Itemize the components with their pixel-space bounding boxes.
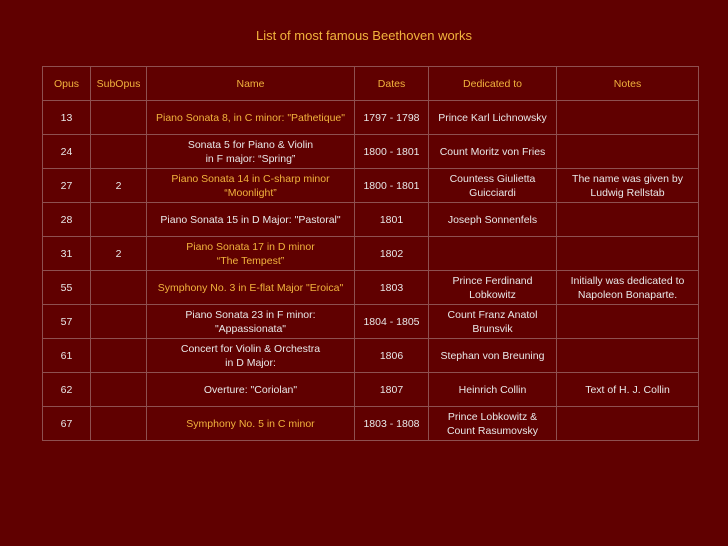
cell-line: Initially was dedicated to [570,274,685,287]
cell-line: Prince Karl Lichnowsky [438,111,547,124]
cell-notes [557,271,699,305]
cell-line: Overture: "Coriolan" [203,383,298,396]
cell-name [147,237,355,271]
cell-line: Countess Giulietta [449,172,536,185]
cell-opus [43,203,91,237]
cell-text: 67 [60,417,73,430]
table-row [43,101,699,135]
cell-line: Piano Sonata 8, in C minor: "Pathetique" [156,111,345,124]
cell-line: "Appassionata" [214,322,287,335]
cell-line: Piano Sonata 17 in D minor [186,240,315,253]
cell-line: “The Tempest” [216,254,285,267]
cell-notes [557,373,699,407]
cell-dates [355,339,429,373]
cell-line: Brunsvik [472,322,513,335]
cell-dedicated [429,135,557,169]
cell-text: 1803 [379,281,404,294]
cell-dates [355,169,429,203]
cell-notes [557,237,699,271]
works-table [42,66,699,441]
table-row [43,373,699,407]
cell-dedicated [429,271,557,305]
cell-opus [43,407,91,441]
cell-text: 13 [60,111,73,124]
works-body [43,101,699,441]
cell-dates [355,135,429,169]
cell-notes [557,101,699,135]
cell-name [147,271,355,305]
cell-dates [355,407,429,441]
cell-dedicated [429,101,557,135]
cell-name [147,407,355,441]
cell-subopus [91,339,147,373]
header-opus: Opus [43,67,91,101]
cell-line: Count Rasumovsky [446,424,539,437]
cell-line: Prince Lobkowitz & [447,410,538,423]
cell-opus [43,101,91,135]
cell-line: Piano Sonata 23 in F minor: [185,308,316,321]
cell-dedicated [429,339,557,373]
cell-line: Joseph Sonnenfels [447,213,538,226]
cell-subopus [91,271,147,305]
cell-opus [43,135,91,169]
cell-opus [43,339,91,373]
cell-line: Lobkowitz [469,288,516,301]
cell-line: Piano Sonata 15 in D Major: "Pastoral" [160,213,341,226]
page-title: List of most famous Beethoven works [255,28,473,43]
cell-text: 1802 [379,247,404,260]
cell-dates [355,271,429,305]
table-row [43,203,699,237]
cell-dates [355,305,429,339]
cell-text: 31 [60,247,73,260]
cell-name [147,169,355,203]
cell-line: in F major: “Spring” [205,152,296,165]
cell-text: 1804 - 1805 [363,315,420,328]
table-row [43,305,699,339]
cell-opus [43,237,91,271]
cell-text: 1800 - 1801 [363,145,420,158]
cell-dates [355,203,429,237]
cell-text: 61 [60,349,73,362]
cell-text: 1803 - 1808 [363,417,420,430]
header-dedicated: Dedicated to [429,67,557,101]
cell-dates [355,101,429,135]
header-row [43,67,699,101]
cell-name [147,373,355,407]
cell-subopus [91,135,147,169]
cell-text: 1801 [379,213,404,226]
header-dates: Dates [355,67,429,101]
cell-text: 1806 [379,349,404,362]
cell-dedicated [429,305,557,339]
table-row [43,271,699,305]
table-row [43,237,699,271]
cell-subopus [91,407,147,441]
cell-opus [43,169,91,203]
cell-notes [557,203,699,237]
cell-subopus [91,305,147,339]
cell-text: 57 [60,315,73,328]
cell-subopus [91,203,147,237]
cell-text: 27 [60,179,73,192]
cell-name [147,135,355,169]
cell-text: 24 [60,145,73,158]
cell-line: Napoleon Bonaparte. [577,288,678,301]
cell-subopus [91,373,147,407]
cell-text: 1797 - 1798 [363,111,420,124]
cell-line: Stephan von Breuning [440,349,545,362]
cell-text: 2 [115,247,122,260]
cell-subopus [91,169,147,203]
cell-dedicated [429,169,557,203]
cell-line: Heinrich Collin [458,383,527,396]
cell-notes [557,305,699,339]
header-name: Name [147,67,355,101]
cell-line: Symphony No. 3 in E-flat Major "Eroica" [157,281,344,294]
cell-opus [43,373,91,407]
cell-line: Ludwig Rellstab [590,186,665,199]
table-row [43,407,699,441]
cell-name [147,203,355,237]
cell-line: Prince Ferdinand [452,274,533,287]
cell-notes [557,339,699,373]
cell-text: 28 [60,213,73,226]
cell-text: 2 [115,179,122,192]
cell-text: 62 [60,383,73,396]
cell-name [147,305,355,339]
cell-text: 55 [60,281,73,294]
cell-subopus [91,101,147,135]
cell-line: The name was given by [572,172,683,185]
cell-text: 1800 - 1801 [363,179,420,192]
cell-line: “Moonlight” [224,186,277,199]
cell-subopus [91,237,147,271]
cell-notes [557,135,699,169]
table-row [43,135,699,169]
cell-dates [355,237,429,271]
cell-name [147,339,355,373]
cell-opus [43,271,91,305]
cell-line: Sonata 5 for Piano & Violin [187,138,314,151]
header-notes: Notes [557,67,699,101]
cell-notes [557,407,699,441]
cell-line: Count Franz Anatol [447,308,538,321]
cell-name [147,101,355,135]
cell-line: Symphony No. 5 in C minor [186,417,315,430]
cell-line: Piano Sonata 14 in C-sharp minor [171,172,330,185]
cell-line: Guicciardi [469,186,516,199]
cell-line: Count Moritz von Fries [439,145,546,158]
table-row [43,339,699,373]
cell-dedicated [429,407,557,441]
cell-text: 1807 [379,383,404,396]
cell-line: Concert for Violin & Orchestra [180,342,321,355]
cell-line: in D Major: [225,356,276,369]
table-row [43,169,699,203]
cell-dedicated [429,237,557,271]
cell-opus [43,305,91,339]
cell-dates [355,373,429,407]
cell-notes [557,169,699,203]
header-subopus: SubOpus [91,67,147,101]
cell-dedicated [429,373,557,407]
cell-dedicated [429,203,557,237]
cell-line: Text of H. J. Collin [585,383,670,396]
